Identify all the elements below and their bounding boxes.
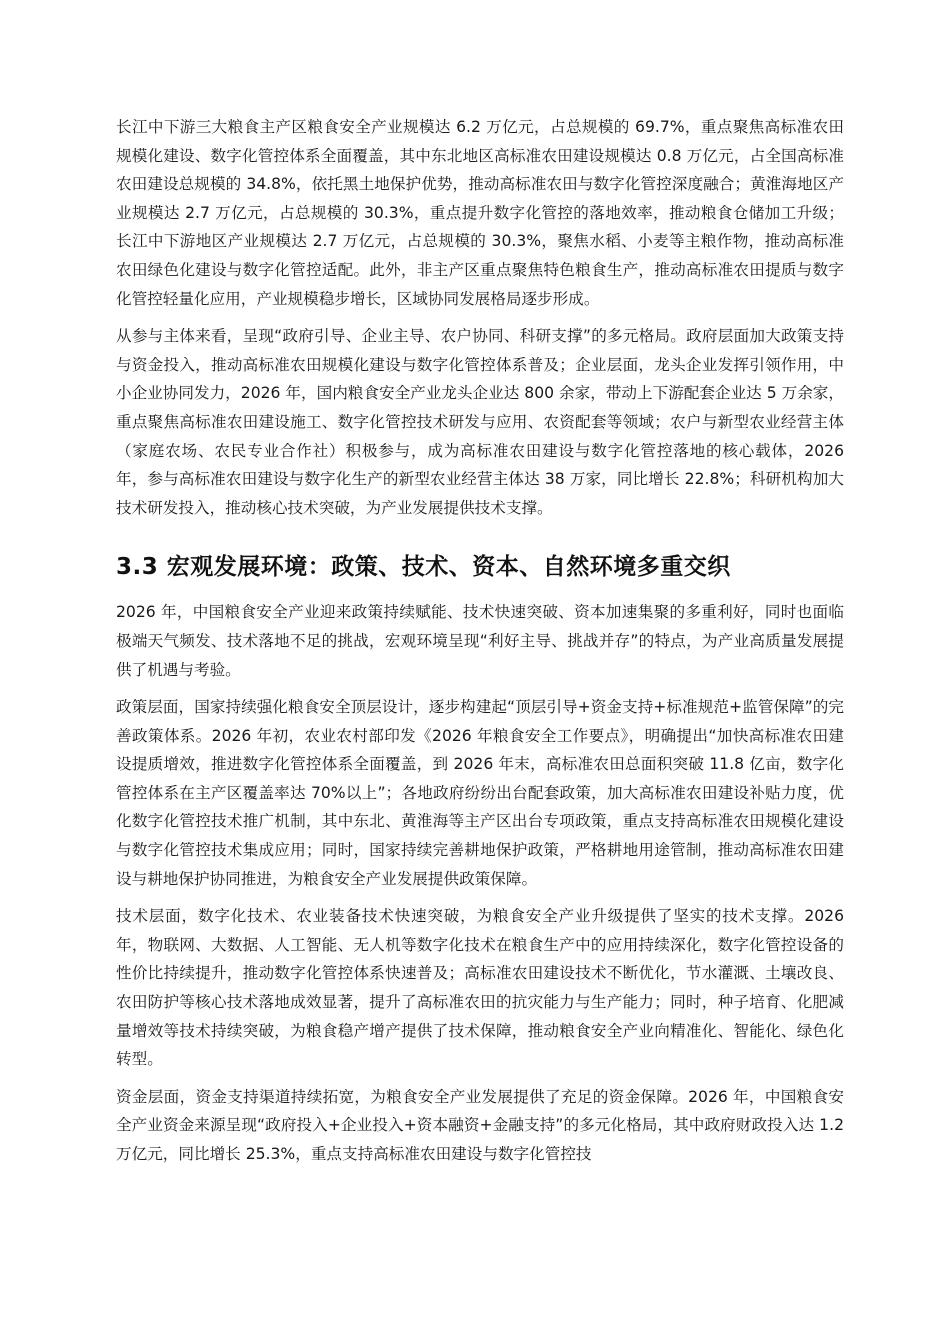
paragraph-regional-scale: 长江中下游三大粮食主产区粮食安全产业规模达 6.2 万亿元，占总规模的 69.7%，重点聚焦高标准农田规模化建设、数字化管控体系全面覆盖，其中东北地区高标准农田建设规模达 0.8 万亿元，占全国高标准农田建设总规模的 34.8%，依托黑土地保护优势，推动高标准农田与数字化管控深度融合；黄淮海地区产业规模达 2.7 万亿元，占总规模的 30.3%，重点提升数字化管控的落地效率，推动粮食仓储加工升级；长江中下游地区产业规模达 2.7 万亿元，占总规模的 30.3%，聚焦水稻、小麦等主粮作物，推动高标准农田绿色化建设与数字化管控适配。此外，非主产区重点聚焦特色粮食生产，推动高标准农田提质与数字化管控轻量化应用，产业规模稳步增长，区域协同发展格局逐步形成。 xyxy=(116,118,844,308)
document-page xyxy=(116,113,844,1178)
paragraph-funding: 资金层面，资金支持渠道持续拓宽，为粮食安全产业发展提供了充足的资金保障。2026 年，中国粮食安全产业资金来源呈现“政府投入+企业投入+资本融资+金融支持”的多元化格局，其中政府财政投入达 1.2 万亿元，同比增长 25.3%，重点支持高标准农田建设与数字化管控技 xyxy=(116,1087,844,1163)
paragraph-participants: 从参与主体来看，呈现“政府引导、企业主导、农户协同、科研支撑”的多元格局。政府层面加大政策支持与资金投入，推动高标准农田规模化建设与数字化管控体系普及；企业层面，龙头企业发挥引领作用，中小企业协同发力，2026 年，国内粮食安全产业龙头企业达 800 余家，带动上下游配套企业达 5 万余家，重点聚焦高标准农田建设施工、数字化管控技术研发与应用、农资配套等领域；农户与新型农业经营主体（家庭农场、农民专业合作社）积极参与，成为高标准农田建设与数字化管控落地的核心载体，2026 年，参与高标准农田建设与数字化生产的新型农业经营主体达 38 万家，同比增长 22.8%；科研机构加大技术研发投入，推动核心技术突破，为产业发展提供技术支撑。 xyxy=(116,327,844,517)
paragraph-technology: 技术层面，数字化技术、农业装备技术快速突破，为粮食安全产业升级提供了坚实的技术支撑。2026 年，物联网、大数据、人工智能、无人机等数字化技术在粮食生产中的应用持续深化，数字化管控设备的性价比持续提升，推动数字化管控体系快速普及；高标准农田建设技术不断优化，节水灌溉、土壤改良、农田防护等核心技术落地成效显著，提升了高标准农田的抗灾能力与生产能力；同时，种子培育、化肥减量增效等技术持续突破，为粮食稳产增产提供了技术保障，推动粮食安全产业向精准化、智能化、绿色化转型。 xyxy=(116,907,844,1069)
paragraph-policy: 政策层面，国家持续强化粮食安全顶层设计，逐步构建起“顶层引导+资金支持+标准规范+监管保障”的完善政策体系。2026 年初，农业农村部印发《2026 年粮食安全工作要点》，明确提出“加快高标准农田建设提质增效，推进数字化管控体系全面覆盖，到 2026 年末，高标准农田总面积突破 11.8 亿亩，数字化管控体系在主产区覆盖率达 70%以上”；各地政府纷纷出台配套政策，加大高标准农田建设补贴力度，优化数字化管控技术推广机制，其中东北、黄淮海等主产区出台专项政策，重点支持高标准农田规模化建设与数字化管控技术集成应用；同时，国家持续完善耕地保护政策，严格耕地用途管制，推动高标准农田建设与耕地保护协同推进，为粮食安全产业发展提供政策保障。 xyxy=(116,698,844,888)
paragraph-macro-overview: 2026 年，中国粮食安全产业迎来政策持续赋能、技术快速突破、资本加速集聚的多重利好，同时也面临极端天气频发、技术落地不足的挑战，宏观环境呈现“利好主导、挑战并存”的特点，为产业高质量发展提供了机遇与考验。 xyxy=(116,603,844,679)
section-heading: 3.3 宏观发展环境：政策、技术、资本、自然环境多重交织 xyxy=(116,554,731,581)
